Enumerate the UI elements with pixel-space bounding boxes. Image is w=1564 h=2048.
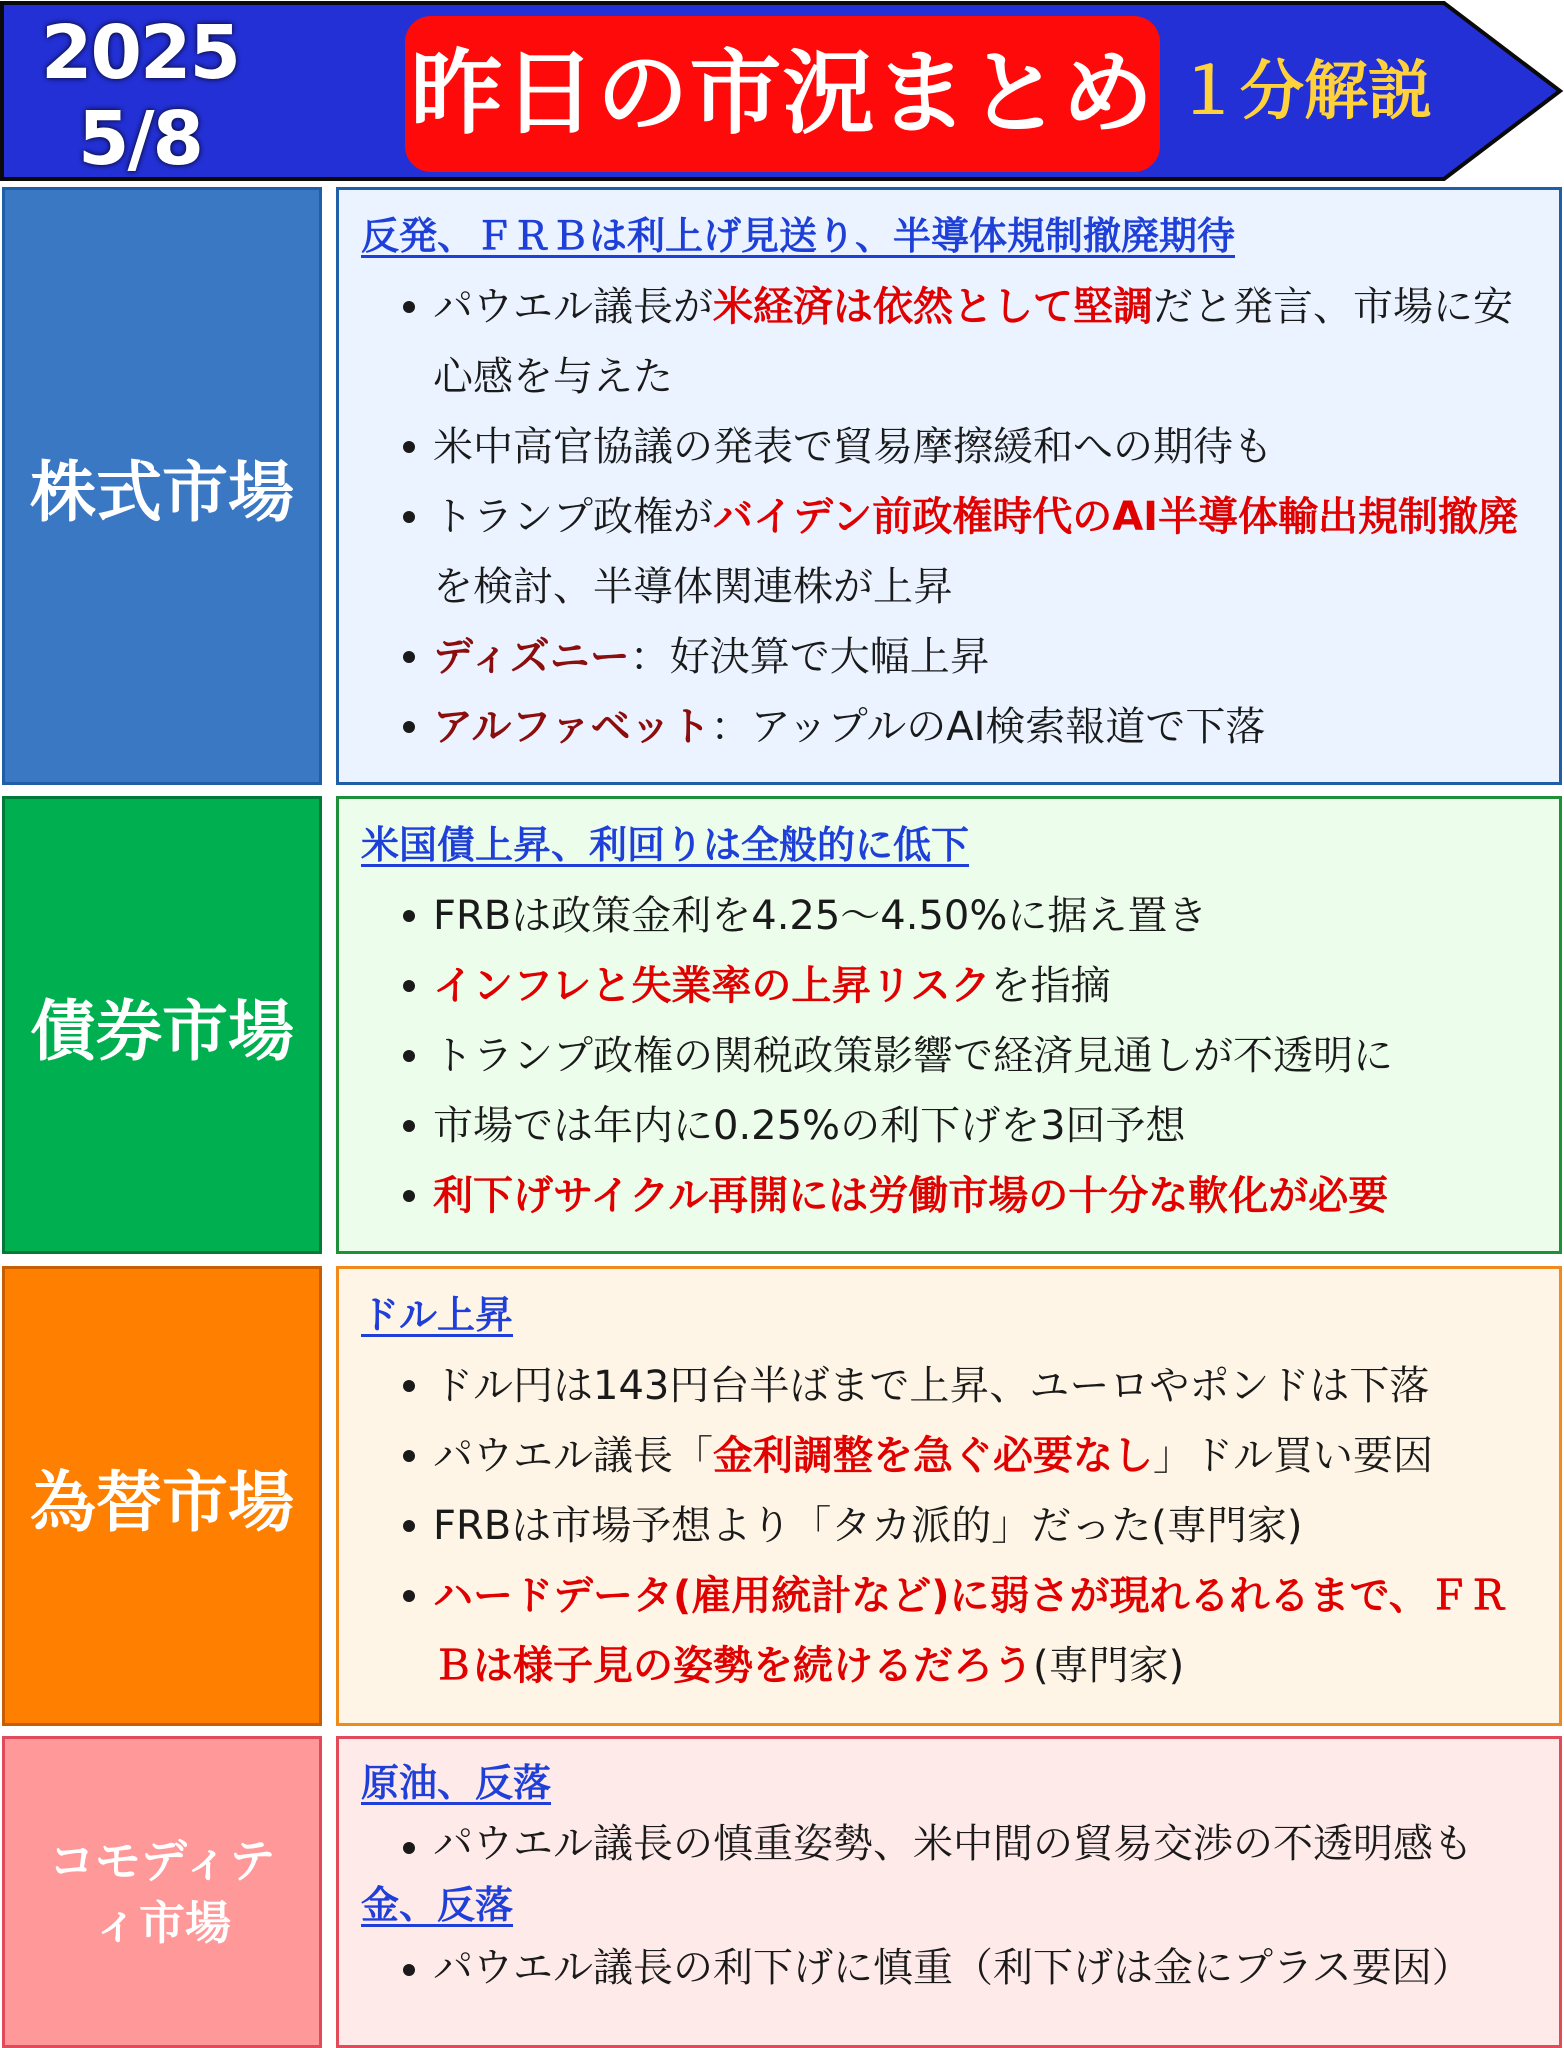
list-item: FRBは政策金利を4.25～4.50%に据え置き [361, 881, 1539, 951]
section-heading-gold[interactable]: 金、反落 [361, 1883, 514, 1927]
header-banner [0, 0, 1564, 182]
page-subtitle: １分解説 [1176, 55, 1432, 129]
list-item: インフレと失業率の上昇リスクを指摘 [361, 951, 1539, 1021]
report-date [20, 10, 260, 182]
section-label-bond: 債券市場 [2, 796, 322, 1254]
list-item: パウエル議長の慎重姿勢、米中間の貿易交渉の不透明感も [361, 1813, 1539, 1875]
section-bond-market [0, 796, 1564, 1254]
section-heading-bond[interactable]: 米国債上昇、利回りは全般的に低下 [361, 823, 970, 867]
list-item: FRBは市場予想より「タカ派的」だった(専門家) [361, 1491, 1539, 1561]
list-item: ハードデータ(雇用統計など)に弱さが現れるれるまで、ＦＲＢは様子見の姿勢を続けるだろう(専門家) [361, 1561, 1539, 1701]
bullet-list-oil [361, 1813, 1539, 1875]
section-content-fx [336, 1266, 1562, 1726]
section-heading-fx[interactable]: ドル上昇 [361, 1293, 514, 1337]
section-label-fx: 為替市場 [2, 1266, 322, 1726]
section-label-commodity: コモディテ ィ市場 [2, 1736, 322, 2048]
section-heading-stock[interactable]: 反発、ＦＲＢは利上げ見送り、半導体規制撤廃期待 [361, 214, 1236, 258]
list-item: アルファベット：アップルのAI検索報道で下落 [361, 692, 1539, 762]
list-item: 利下げサイクル再開には労働市場の十分な軟化が必要 [361, 1161, 1539, 1231]
list-item: パウエル議長「金利調整を急ぐ必要なし」ドル買い要因 [361, 1421, 1539, 1491]
list-item: ドル円は143円台半ばまで上昇、ユーロやポンドは下落 [361, 1351, 1539, 1421]
bullet-list-bond [361, 881, 1539, 1231]
list-item: 市場では年内に0.25%の利下げを3回予想 [361, 1091, 1539, 1161]
section-fx-market [0, 1266, 1564, 1726]
page-title: 昨日の市況まとめ [405, 16, 1160, 172]
list-item: パウエル議長の利下げに慎重（利下げは金にプラス要因） [361, 1935, 1539, 2001]
report-day: 5/8 [77, 96, 202, 182]
section-content-bond [336, 796, 1562, 1254]
bullet-list-stock [361, 272, 1539, 762]
bullet-list-fx [361, 1351, 1539, 1701]
list-item: 米中高官協議の発表で貿易摩擦緩和への期待も [361, 412, 1539, 482]
section-commodity-market [0, 1736, 1564, 2048]
section-heading-oil[interactable]: 原油、反落 [361, 1761, 552, 1805]
list-item: パウエル議長が米経済は依然として堅調だと発言、市場に安心感を与えた [361, 272, 1539, 412]
list-item: ディズニー：好決算で大幅上昇 [361, 622, 1539, 692]
bullet-list-gold [361, 1935, 1539, 2001]
section-content-commodity [336, 1736, 1562, 2048]
section-stock-market [0, 187, 1564, 785]
section-content-stock [336, 187, 1562, 785]
section-label-stock: 株式市場 [2, 187, 322, 785]
list-item: トランプ政権の関税政策影響で経済見通しが不透明に [361, 1021, 1539, 1091]
report-year: 2025 [41, 10, 239, 96]
list-item: トランプ政権がバイデン前政権時代のAI半導体輸出規制撤廃を検討、半導体関連株が上昇 [361, 482, 1539, 622]
